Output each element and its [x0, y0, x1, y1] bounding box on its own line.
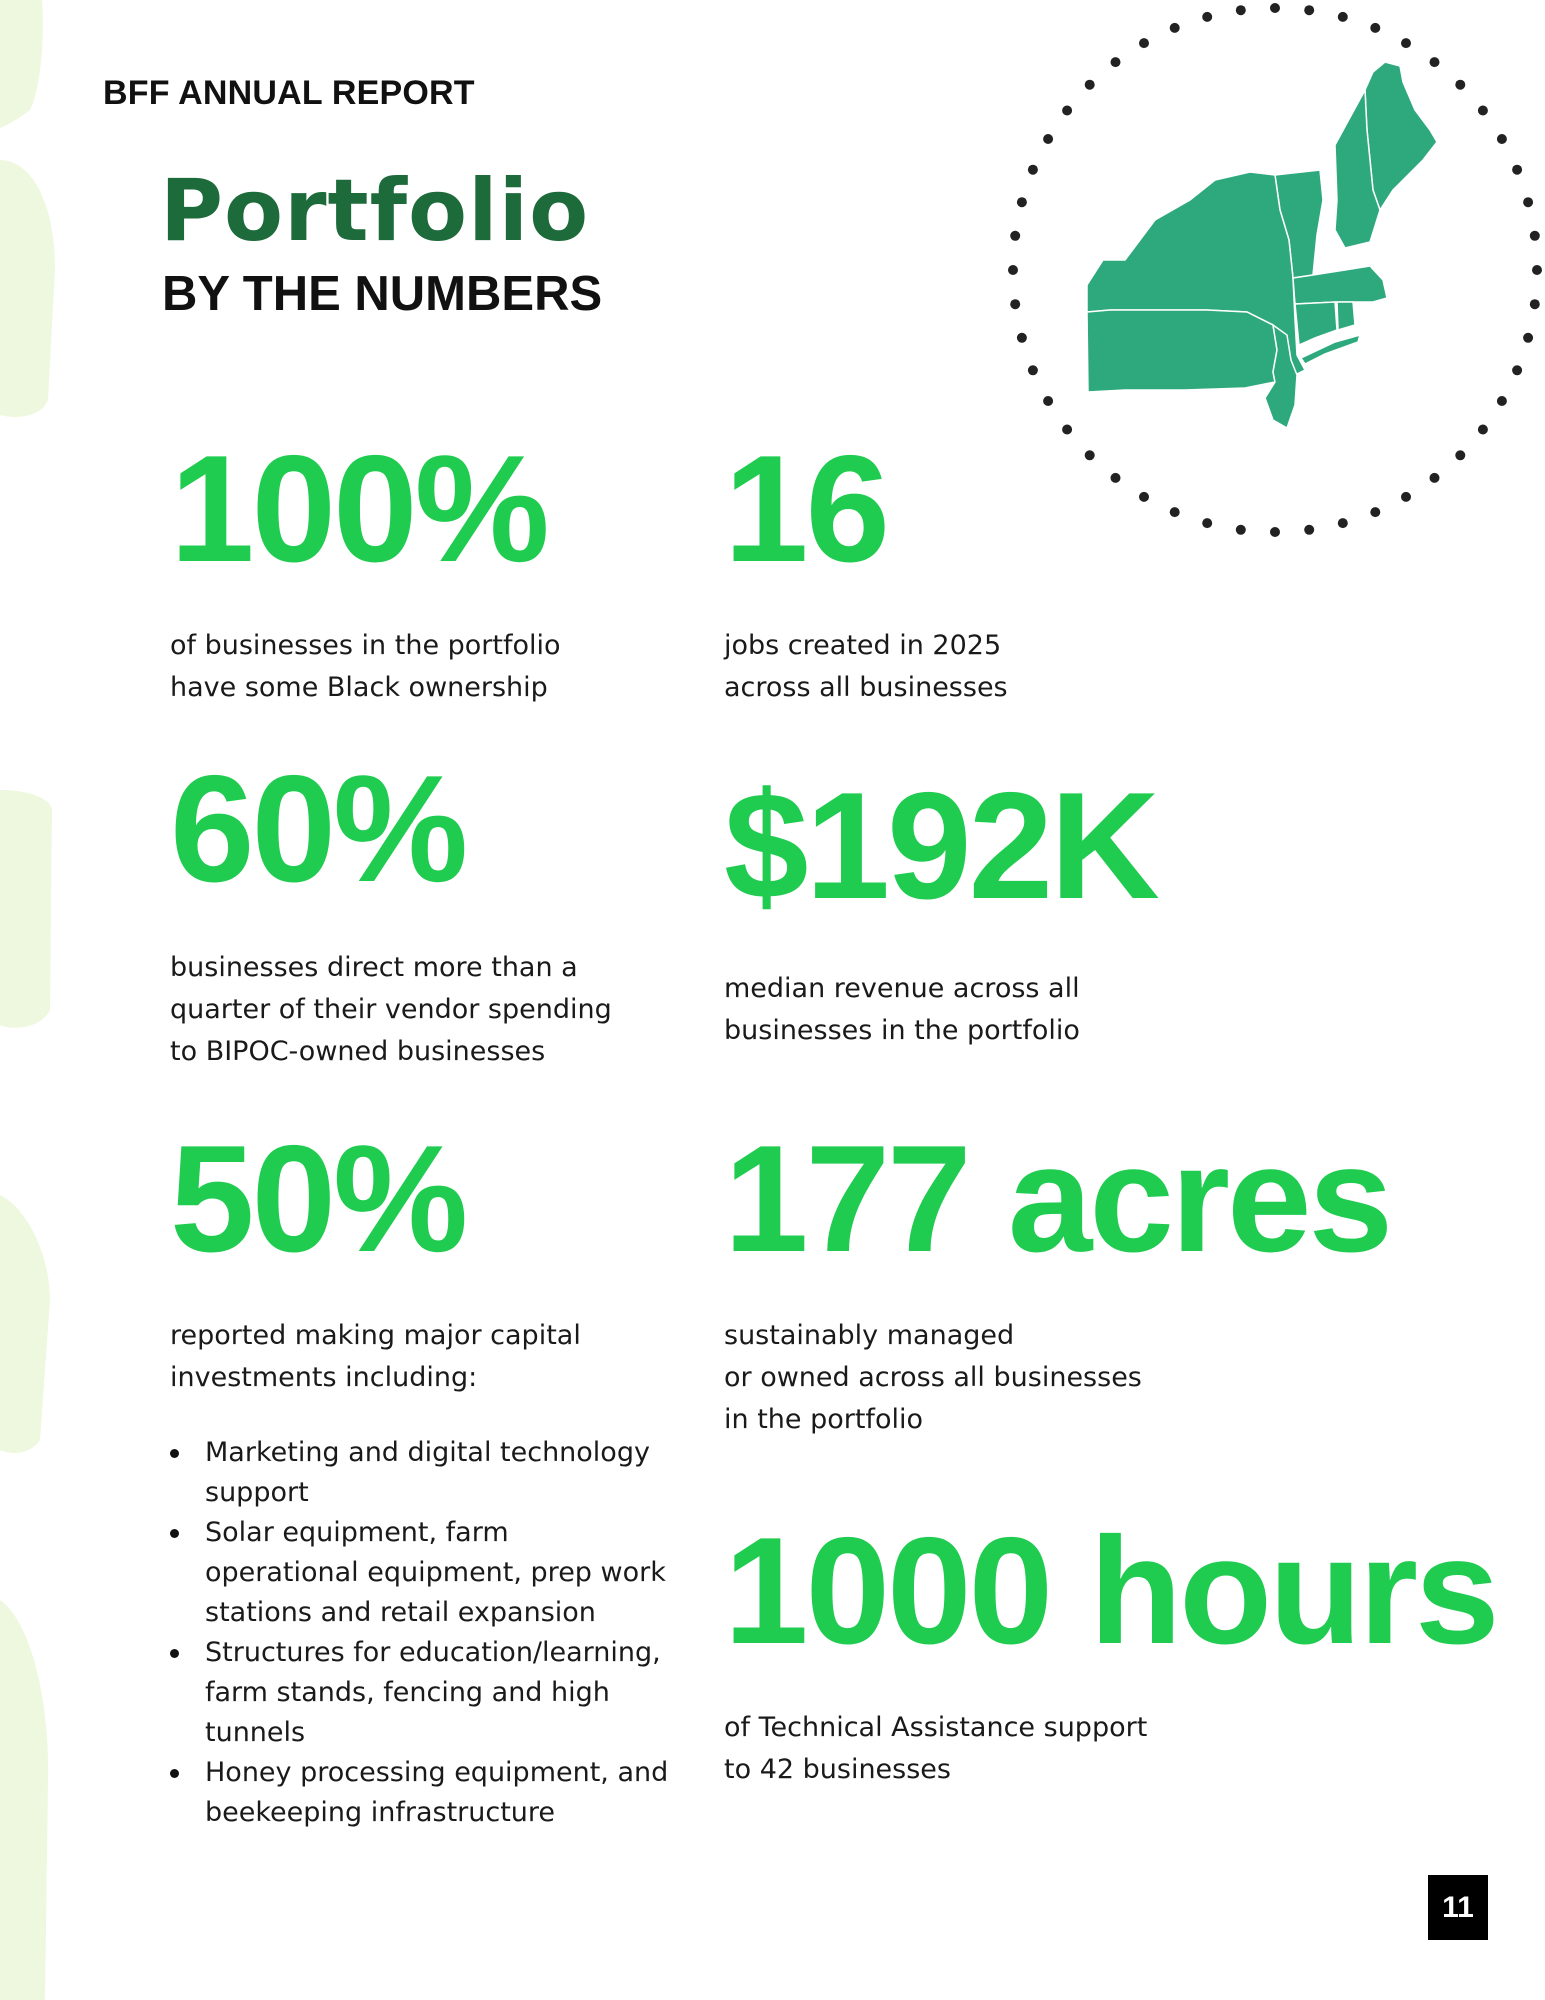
circle-dot — [1512, 165, 1522, 175]
stat-value: 60% — [170, 744, 466, 914]
stat-description: of businesses in the portfolio have some Black ownership — [170, 630, 561, 703]
circle-dot — [1304, 5, 1314, 15]
circle-dot — [1497, 396, 1507, 406]
page-title: Portfolio — [160, 161, 590, 261]
circle-dot — [1270, 527, 1280, 537]
circle-dot — [1532, 265, 1542, 275]
list-item: Honey processing equipment, and beekeeping infrastructure — [170, 1753, 670, 1833]
circle-dot — [1111, 57, 1121, 67]
circle-dot — [1139, 492, 1149, 502]
circle-dot — [1430, 473, 1440, 483]
stat-vendor-spending — [170, 744, 612, 1073]
circle-dot — [1028, 165, 1038, 175]
circle-dot — [1455, 80, 1465, 90]
circle-dot — [1017, 197, 1027, 207]
list-item: Marketing and digital technology support — [170, 1433, 670, 1513]
circle-dot — [1512, 365, 1522, 375]
circle-dot — [1530, 299, 1540, 309]
decorative-side-shapes — [0, 0, 80, 2000]
circle-dot — [1478, 106, 1488, 116]
circle-dot — [1270, 3, 1280, 13]
investment-list — [170, 1433, 670, 1833]
circle-dot — [1370, 507, 1380, 517]
circle-dot — [1043, 134, 1053, 144]
stat-acres — [724, 1114, 1391, 1441]
circle-dot — [1401, 492, 1411, 502]
stat-black-ownership — [170, 424, 561, 709]
page-subtitle: BY THE NUMBERS — [162, 267, 603, 321]
circle-dot — [1401, 38, 1411, 48]
circle-dot — [1085, 80, 1095, 90]
stat-description: jobs created in 2025 across all businesses — [724, 630, 1008, 703]
northeast-us-map-icon — [975, 0, 1545, 570]
stat-jobs-created — [724, 424, 1008, 709]
stat-value: 16 — [724, 424, 888, 594]
stat-capital-investments — [170, 1114, 581, 1399]
circle-dot — [1370, 23, 1380, 33]
page-number: 11 — [1428, 1875, 1488, 1940]
list-item: Solar equipment, farm operational equipment, prep work stations and retail expansion — [170, 1513, 670, 1633]
circle-dot — [1202, 518, 1212, 528]
circle-dot — [1008, 265, 1018, 275]
circle-dot — [1085, 450, 1095, 460]
circle-dot — [1523, 333, 1533, 343]
stat-description: median revenue across all businesses in the portfolio — [724, 973, 1080, 1046]
circle-dot — [1523, 197, 1533, 207]
stat-value: 50% — [170, 1114, 466, 1284]
circle-dot — [1478, 425, 1488, 435]
stat-description: sustainably managed or owned across all businesses in the portfolio — [724, 1320, 1142, 1435]
stat-description: reported making major capital investments including: — [170, 1320, 581, 1393]
circle-dot — [1236, 525, 1246, 535]
circle-dot — [1202, 12, 1212, 22]
circle-dot — [1139, 38, 1149, 48]
circle-dot — [1338, 518, 1348, 528]
stat-median-revenue — [724, 761, 1157, 1052]
stat-description: businesses direct more than a quarter of their vendor spending to BIPOC-owned businesses — [170, 952, 612, 1067]
map-badge — [975, 0, 1545, 570]
circle-dot — [1497, 134, 1507, 144]
circle-dot — [1304, 525, 1314, 535]
stat-description: of Technical Assistance support to 42 businesses — [724, 1712, 1148, 1785]
circle-dot — [1170, 23, 1180, 33]
stat-technical-assistance — [724, 1506, 1497, 1791]
circle-dot — [1010, 231, 1020, 241]
circle-dot — [1236, 5, 1246, 15]
stat-value: 177 acres — [724, 1114, 1391, 1284]
circle-dot — [1455, 450, 1465, 460]
list-item: Structures for education/learning, farm stands, fencing and high tunnels — [170, 1633, 670, 1753]
circle-dot — [1062, 425, 1072, 435]
circle-dot — [1028, 365, 1038, 375]
circle-dot — [1338, 12, 1348, 22]
stat-value: 100% — [170, 424, 547, 594]
circle-dot — [1017, 333, 1027, 343]
circle-dot — [1010, 299, 1020, 309]
circle-dot — [1111, 473, 1121, 483]
circle-dot — [1530, 231, 1540, 241]
circle-dot — [1043, 396, 1053, 406]
stat-value: 1000 hours — [724, 1506, 1497, 1676]
circle-dot — [1062, 106, 1072, 116]
report-header: BFF ANNUAL REPORT — [103, 74, 475, 112]
circle-dot — [1430, 57, 1440, 67]
stat-value: $192K — [724, 761, 1157, 931]
circle-dot — [1170, 507, 1180, 517]
